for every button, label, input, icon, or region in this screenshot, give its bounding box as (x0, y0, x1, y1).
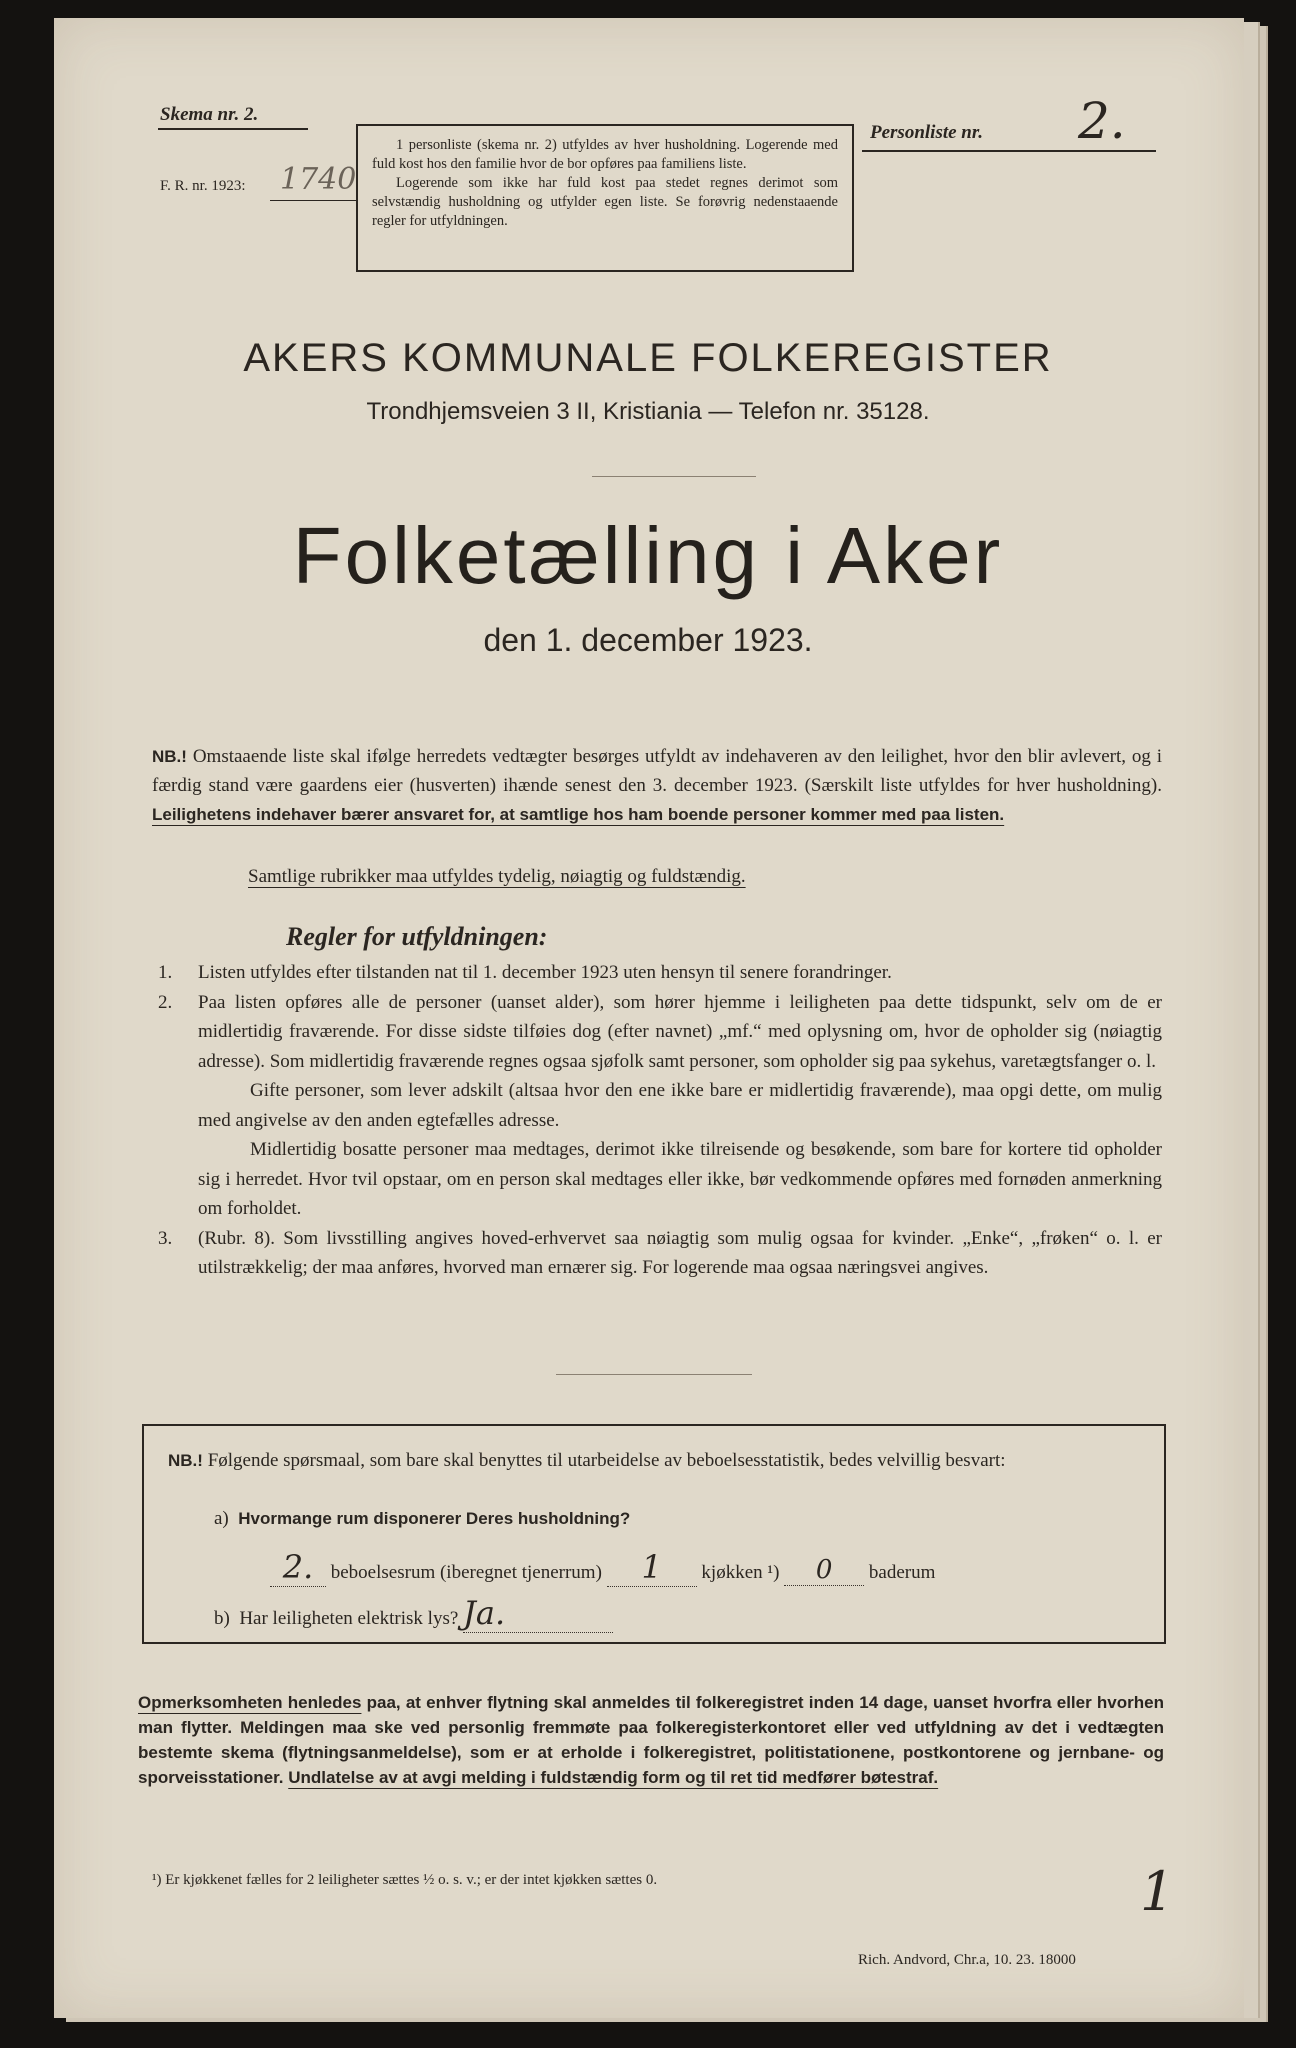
nb-responsibility: Leilighetens indehaver bærer ansvaret for, at samtlige hos ham boende personer kommer med paa listen. (152, 805, 1005, 824)
divider (270, 200, 358, 201)
personliste-label: Personliste nr. (870, 122, 983, 143)
rule-text: Paa listen opføres alle de personer (uanset alder), som hører hjemme i leiligheten paa dette tidspunkt, selv om de er midlertidig fraværende. For disse sidste tilføies dog (efter navnet) „mf.“ med oplysning om, hvor de opholder sig (nøiagtig adresse). Som midlertidig fraværende regnes ogsaa sjøfolk samt personer, som opholder sig paa sykehus, varetægtsfanger o. l. (198, 991, 1162, 1072)
page-title: Folketælling i Aker (292, 511, 1004, 600)
fr-number-label: F. R. nr. 1923: (160, 178, 246, 194)
nb-text: Omstaaende liste skal ifølge herredets vedtægter besørges utfyldt av indehaveren av den leilighet, hvor den blir avlevert, og i færdig stand være gaardens eier (husverten) ihænde senest den 3. december 1923. (Særskilt liste utfyldes for hver husholdning). (152, 746, 1162, 796)
kitchen-label: kjøkken ¹) (701, 1562, 780, 1583)
questions-intro (168, 1446, 1140, 1476)
divider (592, 476, 756, 477)
rule-number: 2. (158, 991, 173, 1013)
question-a-text: Hvormange rum disponerer Deres husholdning? (238, 1509, 631, 1528)
rooms-answer-row (270, 1548, 935, 1587)
nb-label: NB.! (168, 1451, 203, 1470)
bath-label: baderum (868, 1562, 936, 1583)
footnote: ¹) Er kjøkkenet fælles for 2 leiligheter sættes ½ o. s. v.; er der intet kjøkken sættes 0. (152, 1872, 658, 1888)
skema-number: Skema nr. 2. (160, 104, 259, 125)
info-box-text: Logerende som ikke har fuld kost paa stedet regnes derimot som selvstændig husholdning og utfylder egen liste. Se forøvrig nedenstaaende regler for utfyldningen. (372, 175, 838, 229)
rules-heading: Regler for utfyldningen: (286, 922, 548, 951)
rules-list (158, 958, 1162, 1283)
fr-number-handwritten: 1740 (280, 162, 357, 197)
nb-label: NB.! (152, 747, 187, 766)
questions-intro-text: Følgende spørsmaal, som bare skal benyttes til utarbeidelse av beboelsesstatistik, bedes velvillig besvart: (207, 1450, 1006, 1471)
kitchen-value-field[interactable]: 1 (607, 1548, 697, 1587)
nb-notice (152, 742, 1162, 829)
page-mark-handwritten: 1 (1140, 1860, 1175, 1923)
census-date: den 1. december 1923. (483, 622, 813, 658)
question-a (214, 1508, 630, 1530)
rule-item (158, 988, 1162, 1224)
question-a-label: a) (214, 1508, 229, 1529)
organization-name: AKERS KOMMUNALE FOLKEREGISTER (243, 336, 1053, 380)
divider (556, 1374, 752, 1375)
printer-imprint: Rich. Andvord, Chr.a, 10. 23. 18000 (858, 1952, 1076, 1968)
divider (862, 150, 1156, 152)
rule-text: Listen utfyldes efter tilstanden nat til 1. december 1923 uten hensyn til senere forandringer. (198, 962, 892, 983)
notice-lead: Opmerksomheten henledes (138, 1693, 362, 1712)
rule-item (158, 958, 1162, 988)
rooms-label: beboelsesrum (iberegnet tjenerrum) (330, 1562, 602, 1583)
rule-text: Gifte personer, som lever adskilt (altsaa hvor den ene ikke bare er midlertidig fraværende), maa opgi dette, om mulig med angivelse av den anden egtefælles adresse. (198, 1080, 1162, 1131)
organization-address: Trondhjemsveien 3 II, Kristiania — Telefon nr. 35128. (366, 398, 930, 425)
notice-text: paa, at enhver flytning skal anmeldes til folkeregistret inden 14 dage, uanset hvorfra eller hvorhen man flytter. Meldingen maa ske ved personlig fremmøte paa folkeregisterkontoret eller ved utfyldning av det i vedtægten bestemte skema (flytningsanmeldelse), som er at erholde i folkeregistret, politistationene, postkontorene og jernbane- og sporveisstationer. (138, 1693, 1164, 1787)
info-box (356, 124, 854, 272)
rule-item (158, 1224, 1162, 1283)
info-box-text: 1 personliste (skema nr. 2) utfyldes av hver husholdning. Logerende med fuld kost hos den familie hvor de bor opføres paa familiens liste. (372, 137, 838, 172)
rule-text: (Rubr. 8). Som livsstilling angives hoved-erhvervet saa nøiagtig som mulig ogsaa for kvinder. „Enke“, „frøken“ o. l. er utilstrækkelig; der maa anføres, hvorved man ernærer sig. For logerende maa ogsaa næringsvei angives. (198, 1227, 1162, 1278)
question-b (214, 1594, 613, 1633)
notice-penalty: Undlatelse av at avgi melding i fuldstændig form og til ret tid medfører bøtestraf. (288, 1768, 939, 1787)
rule-text: Midlertidig bosatte personer maa medtages, derimot ikke tilreisende og besøkende, som bare for kortere tid opholder sig i herredet. Hvor tvil opstaar, om en person skal medtages eller ikke, bør vedkommende opføres med fornøden anmerkning om forholdet. (198, 1139, 1162, 1219)
electric-light-answer-field[interactable]: Ja. (463, 1594, 613, 1633)
question-b-text: Har leiligheten elektrisk lys? (239, 1608, 459, 1629)
rule-number: 1. (158, 962, 173, 983)
bath-value-field[interactable]: 0 (784, 1555, 864, 1586)
moving-notice (138, 1690, 1164, 1790)
rule-number: 3. (158, 1227, 173, 1249)
personliste-number-handwritten: 2. (1078, 92, 1126, 150)
divider (158, 128, 308, 130)
question-b-label: b) (214, 1608, 230, 1629)
rooms-value-field[interactable]: 2. (270, 1548, 326, 1587)
nb-fill-instruction: Samtlige rubrikker maa utfyldes tydelig, nøiagtig og fuldstændig. (248, 866, 746, 887)
